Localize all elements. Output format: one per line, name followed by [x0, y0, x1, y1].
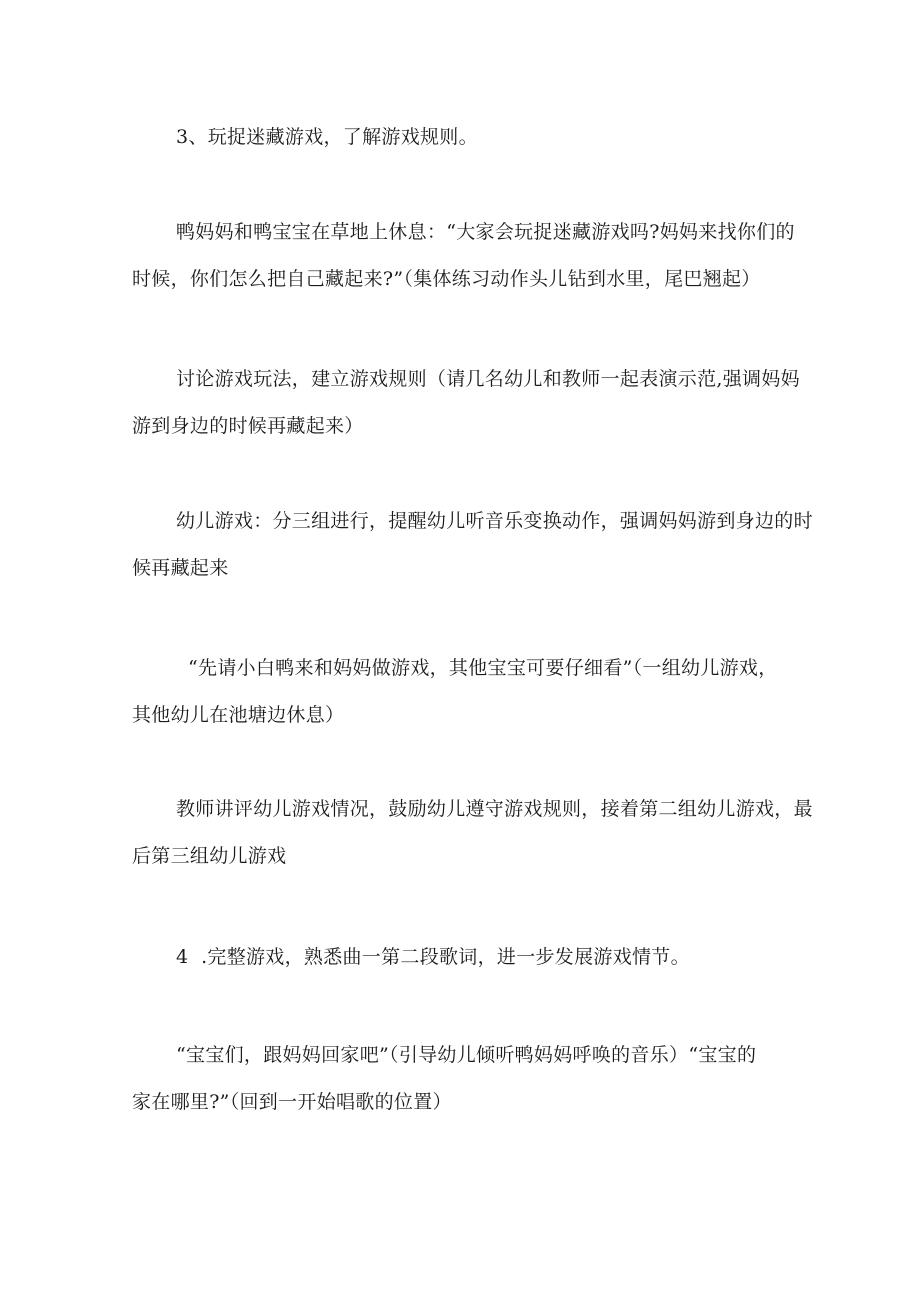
section-heading-4: [132, 934, 792, 981]
paragraph-go-home: [132, 1032, 792, 1126]
paragraph-discuss-rules: [132, 356, 800, 450]
paragraph-line: “宝宝们，跟妈妈回家吧”（引导幼儿倾听鸭妈妈呼唤的音乐）“宝宝的: [176, 1044, 757, 1066]
paragraph-line: 家在哪里?”（回到一开始唱歌的位置）: [132, 1091, 452, 1113]
paragraph-line: 其他幼儿在池塘边休息）: [132, 704, 345, 726]
paragraph-line: 时候，你们怎么把自己藏起来?”（集体练习动作头儿钻到水里，尾巴翘起）: [132, 268, 761, 290]
paragraph-line: 4 .完整游戏，熟悉曲一第二段歌词，进一步发展游戏情节。: [176, 946, 690, 968]
paragraph-line: 幼儿游戏：分三组进行，提醒幼儿听音乐变换动作，强调妈妈游到身边的时: [176, 510, 813, 532]
paragraph-line: 后第三组幼儿游戏: [132, 845, 287, 867]
paragraph-line: 候再藏起来: [132, 557, 229, 579]
paragraph-white-duck-group: [132, 645, 792, 739]
paragraph-line: 游到身边的时候再藏起来）: [132, 415, 364, 437]
paragraph-hide-and-seek-intro: [132, 209, 795, 303]
section-heading-3: [132, 114, 792, 161]
paragraph-teacher-review: [132, 786, 813, 880]
paragraph-line: “先请小白鸭来和妈妈做游戏，其他宝宝可要仔细看”（一组幼儿游戏，: [188, 657, 778, 679]
paragraph-line: 讨论游戏玩法，建立游戏规则（请几名幼儿和教师一起表演示范,强调妈妈: [176, 368, 800, 390]
paragraph-line: 鸭妈妈和鸭宝宝在草地上休息：“大家会玩捉迷藏游戏吗?妈妈来找你们的: [176, 221, 795, 243]
paragraph-line: 3、玩捉迷藏游戏，了解游戏规则。: [176, 126, 478, 148]
paragraph-children-play: [132, 498, 813, 592]
paragraph-line: 教师讲评幼儿游戏情况，鼓励幼儿遵守游戏规则，接着第二组幼儿游戏，最: [176, 798, 813, 820]
